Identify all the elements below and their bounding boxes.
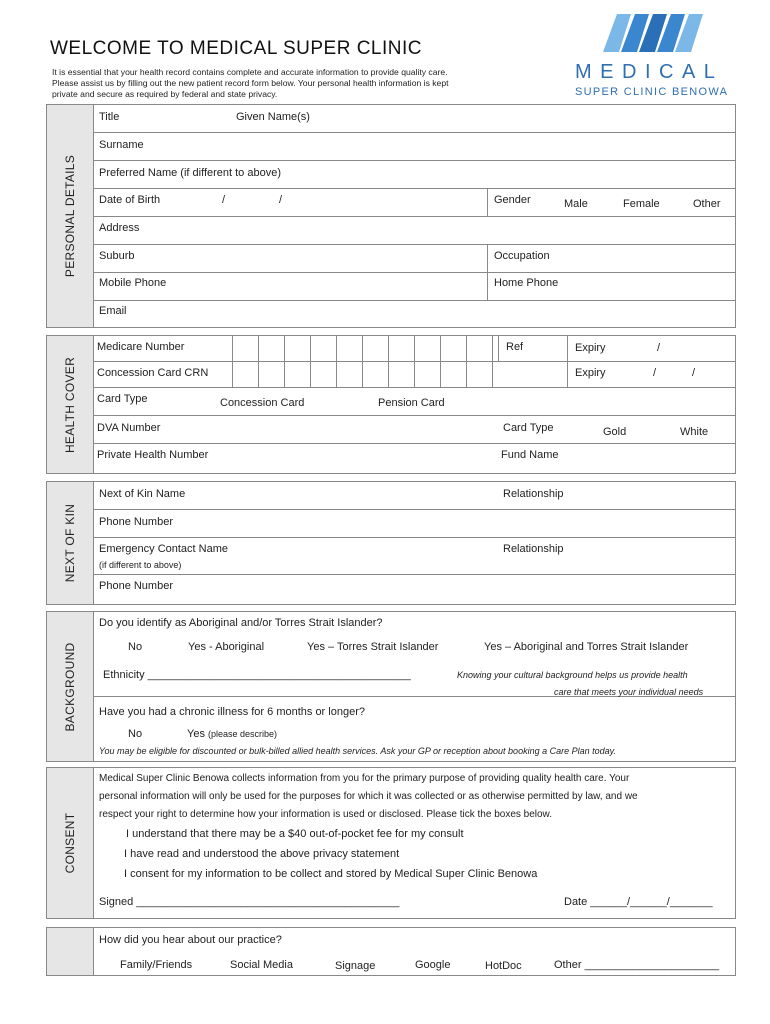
- intro-text: It is essential that your health record contains complete and accurate information to provide quality care. Please assist us by filling out the new patient record form below. Your personal health information is kept private and secure as required by federal and state privacy.: [52, 67, 449, 99]
- title-label: Title: [99, 111, 120, 123]
- section-label-bar: [47, 928, 94, 975]
- relationship-label: Relationship: [503, 543, 564, 555]
- section-label-bar: [47, 105, 94, 327]
- card-type-label: Card Type: [97, 393, 148, 405]
- referral-option[interactable]: HotDoc: [485, 960, 522, 972]
- medicare-digit-box[interactable]: [414, 336, 440, 361]
- section-label-bar: [47, 768, 94, 918]
- private-health-row: [94, 444, 735, 472]
- private-health-label: Private Health Number: [97, 449, 209, 461]
- medicare-digit-box[interactable]: [310, 336, 336, 361]
- home-phone-label: Home Phone: [494, 277, 559, 289]
- preferred-name-row[interactable]: [94, 161, 735, 189]
- referral-option[interactable]: Google: [415, 959, 451, 971]
- kin-name-row[interactable]: [94, 482, 735, 510]
- section-label-bar: [47, 336, 94, 473]
- medicare-label: Medicare Number: [97, 341, 185, 353]
- crn-digit-box[interactable]: [492, 362, 518, 387]
- health-cover-section: [46, 335, 736, 474]
- section-label: HEALTH COVER: [63, 356, 77, 453]
- medicare-digit-box[interactable]: [258, 336, 284, 361]
- kin-phone-row[interactable]: [94, 510, 735, 538]
- dva-number-label: DVA Number: [97, 422, 161, 434]
- pension-card-option[interactable]: Pension Card: [378, 397, 445, 409]
- address-label: Address: [99, 222, 140, 234]
- referral-question: How did you hear about our practice?: [99, 934, 282, 946]
- title-row[interactable]: [94, 105, 735, 133]
- section-label: NEXT OF KIN: [63, 503, 77, 583]
- section-label-bar: [47, 482, 94, 604]
- crn-digit-box[interactable]: [414, 362, 440, 387]
- logo-wordmark: MEDICAL: [575, 61, 724, 83]
- referral-option[interactable]: Other ______________________: [554, 959, 720, 971]
- page-title: WELCOME TO MEDICAL SUPER CLINIC: [50, 38, 422, 59]
- consent-paragraph: personal information will only be used for the purposes for which it was collected or as otherwise permitted by law, and we: [99, 791, 638, 802]
- chronic-no-option[interactable]: No: [128, 728, 143, 740]
- crn-digit-box[interactable]: [310, 362, 336, 387]
- consent-tick-store[interactable]: I consent for my information to be collect and stored by Medical Super Clinic Benowa: [124, 868, 538, 880]
- section-label-bar: [47, 612, 94, 761]
- dob-slash: /: [279, 194, 283, 206]
- consent-paragraph: Medical Super Clinic Benowa collects information from you for the primary purpose of providing quality health care. Your: [99, 773, 630, 784]
- divider: [487, 273, 488, 300]
- crn-digit-box[interactable]: [362, 362, 388, 387]
- expiry-slash: /: [653, 367, 657, 379]
- preferred-name-label: Preferred Name (if different to above): [99, 167, 281, 179]
- divider: [487, 245, 488, 272]
- atsi-tsi-option[interactable]: Yes – Torres Strait Islander: [307, 641, 439, 653]
- surname-label: Surname: [99, 139, 144, 151]
- email-row[interactable]: [94, 301, 735, 327]
- address-row[interactable]: [94, 217, 735, 245]
- crn-digit-box[interactable]: [258, 362, 284, 387]
- expiry-label: Expiry: [575, 342, 606, 354]
- care-plan-note: You may be eligible for discounted or bulk-billed allied health services. Ask your GP or reception about booking a Care Plan today.: [99, 746, 616, 756]
- referral-option[interactable]: Family/Friends: [120, 959, 193, 971]
- if-different-note: (if different to above): [99, 560, 182, 570]
- medicare-digit-box[interactable]: [440, 336, 466, 361]
- atsi-question: Do you identify as Aboriginal and/or Torres Strait Islander?: [99, 617, 383, 629]
- consent-paragraph: respect your right to determine how your information is used or disclosed. Please tick the boxes below.: [99, 809, 553, 820]
- section-label: PERSONAL DETAILS: [63, 154, 77, 278]
- medicare-digit-box[interactable]: [284, 336, 310, 361]
- given-names-label: Given Name(s): [236, 111, 310, 123]
- cultural-note: Knowing your cultural background helps us provide health: [457, 670, 688, 680]
- atsi-row: [94, 612, 735, 697]
- divider: [567, 336, 568, 361]
- clinic-logo-icon: [601, 12, 705, 54]
- personal-details-section: [46, 104, 736, 328]
- white-card-option[interactable]: White: [680, 426, 709, 438]
- referral-option[interactable]: Social Media: [230, 959, 293, 971]
- referral-option[interactable]: Signage: [335, 960, 376, 972]
- dva-row: [94, 416, 735, 444]
- atsi-no-option[interactable]: No: [128, 641, 143, 653]
- expiry-slash: /: [657, 342, 661, 354]
- concession-card-option[interactable]: Concession Card: [220, 397, 305, 409]
- medicare-digit-box[interactable]: [388, 336, 414, 361]
- surname-row[interactable]: [94, 133, 735, 161]
- ethnicity-field[interactable]: Ethnicity ___________________________________________: [103, 669, 411, 681]
- crn-digit-box[interactable]: [440, 362, 466, 387]
- consent-body: [94, 768, 735, 918]
- consent-tick-fee[interactable]: I understand that there may be a $40 out-of-pocket fee for my consult: [126, 828, 464, 840]
- cultural-note: care that meets your individual needs: [554, 687, 704, 697]
- ref-label: Ref: [506, 341, 524, 353]
- crn-digit-box[interactable]: [232, 362, 258, 387]
- crn-digit-box[interactable]: [284, 362, 310, 387]
- atsi-aboriginal-option[interactable]: Yes - Aboriginal: [188, 641, 265, 653]
- emergency-phone-row[interactable]: [94, 575, 735, 604]
- emergency-phone-label: Phone Number: [99, 580, 173, 592]
- date-field[interactable]: Date ______/______/_______: [564, 896, 713, 908]
- gold-card-option[interactable]: Gold: [603, 426, 627, 438]
- dob-label: Date of Birth: [99, 194, 161, 206]
- consent-tick-privacy[interactable]: I have read and understood the above privacy statement: [124, 848, 400, 860]
- mobile-phone-label: Mobile Phone: [99, 277, 167, 289]
- referral-source-section: [46, 927, 736, 976]
- kin-phone-label: Phone Number: [99, 516, 173, 528]
- crn-digit-box[interactable]: [466, 362, 492, 387]
- divider: [498, 336, 499, 361]
- chronic-yes-option[interactable]: Yes (please describe): [187, 728, 278, 740]
- dob-slash: /: [222, 194, 226, 206]
- phone-row: [94, 273, 735, 301]
- concession-crn-label: Concession Card CRN: [97, 367, 209, 379]
- atsi-both-option[interactable]: Yes – Aboriginal and Torres Strait Islander: [484, 641, 689, 653]
- suburb-label: Suburb: [99, 250, 135, 262]
- background-section: [46, 611, 736, 762]
- divider: [487, 189, 488, 216]
- suburb-row: [94, 245, 735, 273]
- medicare-digit-box[interactable]: [232, 336, 258, 361]
- emergency-contact-row[interactable]: [94, 538, 735, 575]
- chronic-question: Have you had a chronic illness for 6 months or longer?: [99, 706, 365, 718]
- consent-section: [46, 767, 736, 919]
- gender-male-option[interactable]: Male: [564, 198, 588, 210]
- crn-digit-box[interactable]: [336, 362, 362, 387]
- concession-row: [94, 362, 735, 388]
- divider: [567, 362, 568, 387]
- dob-gender-row: [94, 189, 735, 217]
- emergency-contact-label: Emergency Contact Name: [99, 543, 228, 555]
- dva-card-type-label: Card Type: [503, 422, 554, 434]
- expiry-slash: /: [692, 367, 696, 379]
- gender-label: Gender: [494, 194, 531, 206]
- occupation-label: Occupation: [494, 250, 550, 262]
- fund-name-label: Fund Name: [501, 449, 559, 461]
- email-label: Email: [99, 305, 127, 317]
- section-label: BACKGROUND: [63, 641, 77, 732]
- crn-digit-box[interactable]: [388, 362, 414, 387]
- next-of-kin-section: [46, 481, 736, 605]
- gender-other-option[interactable]: Other: [693, 198, 721, 210]
- referral-body: [94, 928, 735, 975]
- expiry-label: Expiry: [575, 367, 606, 379]
- chronic-illness-row: [94, 697, 735, 761]
- logo-subtitle: SUPER CLINIC BENOWA: [575, 86, 729, 98]
- relationship-label: Relationship: [503, 488, 564, 500]
- gender-female-option[interactable]: Female: [623, 198, 660, 210]
- medicare-row: [94, 336, 735, 362]
- medicare-digit-box[interactable]: [466, 336, 492, 361]
- medicare-digit-box[interactable]: [362, 336, 388, 361]
- medicare-digit-box[interactable]: [336, 336, 362, 361]
- signature-field[interactable]: Signed ___________________________________________: [99, 896, 400, 908]
- card-type-row: [94, 388, 735, 416]
- kin-name-label: Next of Kin Name: [99, 488, 186, 500]
- section-label: CONSENT: [63, 812, 77, 874]
